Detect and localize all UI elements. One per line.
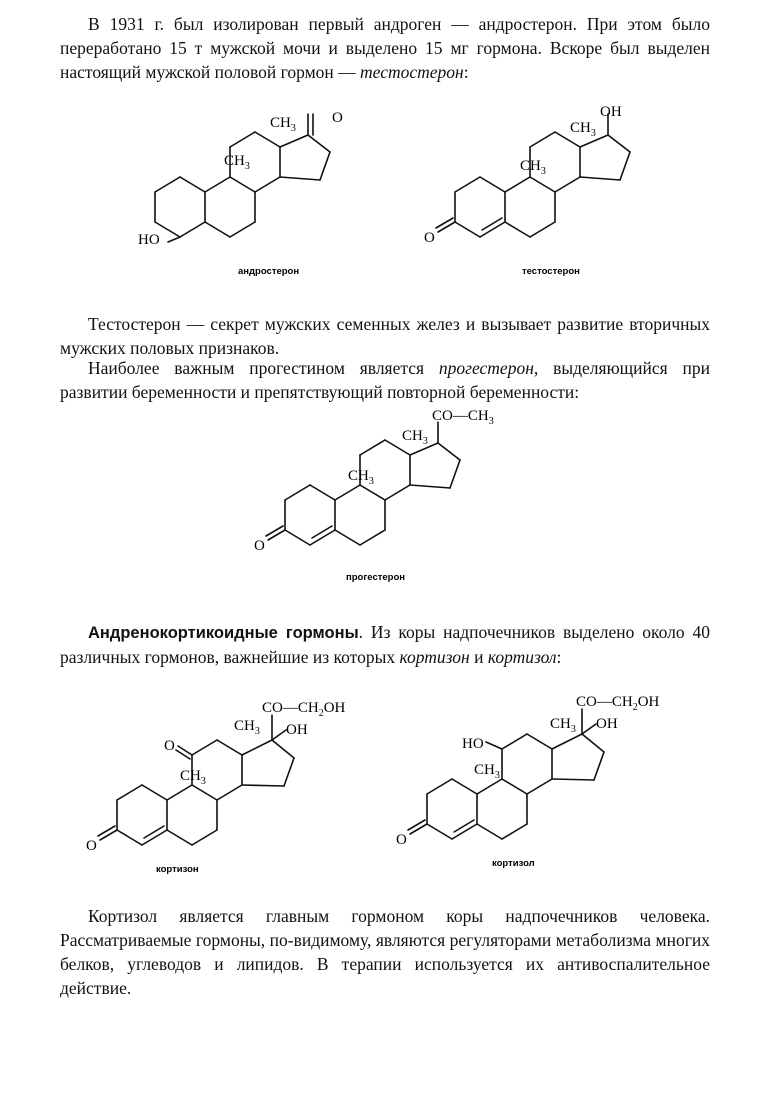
- methyl-label: $CH_3$: [224, 153, 250, 172]
- side-chain-label: $CO—CH_2OH$: [576, 694, 660, 713]
- ring-b-bonds: [505, 177, 555, 237]
- ring-a-bonds: [436, 177, 505, 237]
- oxo-label: O: [164, 738, 175, 754]
- term-testosterone: тестостерон: [360, 62, 464, 82]
- paragraph-androgens: [60, 12, 710, 84]
- methyl-label: $CH_3$: [180, 768, 206, 787]
- section-heading: Андренокортикоидные гормоны: [88, 624, 359, 642]
- paragraph-corticoids-end: :: [556, 647, 562, 667]
- ring-c-bonds: [486, 734, 552, 794]
- testosterone-structure: [420, 92, 690, 282]
- term-cortisol: кортизол: [487, 647, 557, 667]
- methyl-label: $CH_3$: [402, 428, 428, 447]
- paragraph-progesterone-rest: , выделяющийся при развитии беременности и препятствующий повторной беременности:: [60, 358, 710, 402]
- methyl-label: $CH_3$: [270, 115, 296, 134]
- ring-b-bonds: [335, 485, 385, 545]
- paragraph-corticoids-and: и: [469, 647, 488, 667]
- hydroxy-label: OH: [600, 104, 622, 120]
- paragraph-progesterone-text: Наиболее важным прогестином является: [88, 358, 439, 378]
- side-chain-label: $CO—CH_2OH$: [262, 700, 346, 719]
- oxo-label: O: [396, 832, 407, 848]
- hydroxy-label: HO: [138, 232, 160, 248]
- ring-a-bonds: [98, 785, 167, 845]
- progesterone-structure: [250, 400, 530, 590]
- caption-cortisone: кортизон: [156, 864, 199, 875]
- ring-b-bonds: [477, 779, 527, 839]
- ring-a-bonds: [155, 177, 205, 242]
- caption-androsterone: андростерон: [238, 266, 300, 277]
- oxo-label: O: [332, 110, 343, 126]
- methyl-label: $CH_3$: [520, 158, 546, 177]
- androsterone-structure: [120, 92, 380, 282]
- oxo-label: O: [254, 538, 265, 554]
- hydroxy-label: HO: [462, 736, 484, 752]
- paragraph-corticoids-text: . Из коры надпочечников выделено около 40 различных гормонов, важнейшие из которых: [60, 622, 710, 667]
- ring-b-bonds: [205, 177, 255, 237]
- cortisol-structure: [392, 684, 702, 874]
- caption-progesterone: прогестерон: [346, 572, 406, 583]
- methyl-label: $CH_3$: [570, 120, 596, 139]
- paragraph-androgens-text: В 1931 г. был изолирован первый андроген — андростерон. При этом было переработано 15 т мужской мочи и выделено 15 мг гормона. Вскоре был выделен настоящий мужской половой гормон —: [60, 14, 710, 82]
- caption-cortisol: кортизол: [492, 858, 535, 869]
- methyl-label: $CH_3$: [348, 468, 374, 487]
- cortisone-structure: [82, 690, 382, 880]
- hydroxy-label: OH: [286, 722, 308, 738]
- oxo-label: O: [424, 230, 435, 246]
- ring-a-bonds: [266, 485, 335, 545]
- paragraph-progesterone: [60, 356, 710, 404]
- term-cortisone: кортизон: [399, 647, 470, 667]
- paragraph-corticoids: [60, 620, 710, 669]
- ring-a-bonds: [408, 779, 477, 839]
- term-progesterone: прогестерон: [438, 358, 534, 378]
- caption-testosterone: тестостерон: [522, 266, 580, 277]
- methyl-label: $CH_3$: [550, 716, 576, 735]
- ring-b-bonds: [167, 785, 217, 845]
- paragraph-androgens-end: :: [463, 62, 469, 82]
- acetyl-label: $CO—CH_3$: [432, 408, 494, 427]
- methyl-label: $CH_3$: [474, 762, 500, 781]
- paragraph-testosterone: Тестостерон — секрет мужских семенных желез и вызывает развитие вторичных мужских половых признаков.: [60, 314, 710, 358]
- paragraph-cortisol: Кортизол является главным гормоном коры надпочечников человека. Рассматриваемые гормоны, по-видимому, являются регуляторами метаболизма многих белков, углеводов и липидов. В терапии используется их антивоспалительное действие.: [60, 906, 710, 998]
- hydroxy-label: OH: [596, 716, 618, 732]
- methyl-label: $CH_3$: [234, 718, 260, 737]
- oxo-label: O: [86, 838, 97, 854]
